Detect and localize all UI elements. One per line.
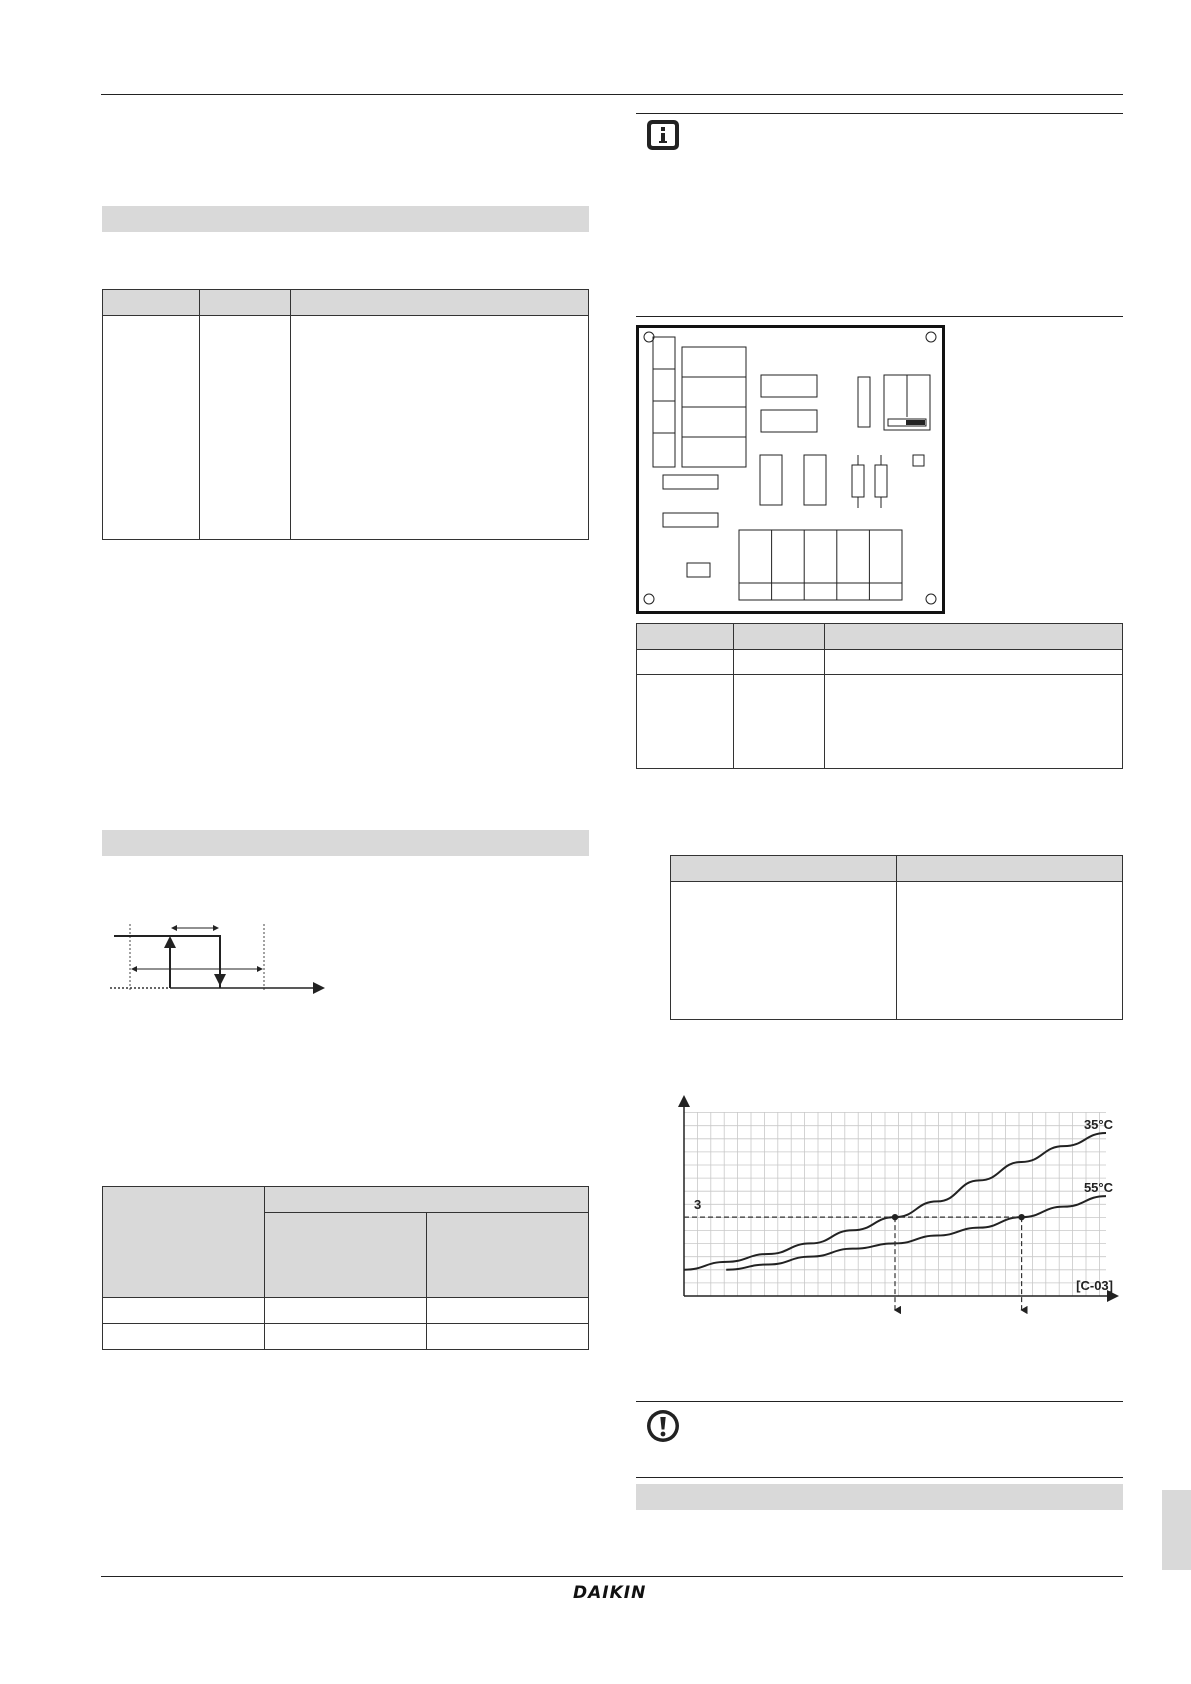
table-4-header-row xyxy=(671,856,1123,882)
table-row xyxy=(671,882,1123,1020)
table-1-row xyxy=(103,316,589,540)
info-icon xyxy=(646,119,680,151)
daikin-logo: DAIKIN xyxy=(573,1583,647,1603)
table-row xyxy=(637,675,1123,769)
header-rule xyxy=(101,94,1123,95)
table-4 xyxy=(670,855,1123,1020)
table-1-header-row xyxy=(103,290,589,316)
table-row xyxy=(637,650,1123,675)
intersection-point-1 xyxy=(892,1214,898,1220)
table-3-header-row xyxy=(637,624,1123,650)
section-band-2 xyxy=(102,830,589,856)
section-band-1 xyxy=(102,206,589,232)
table-3 xyxy=(636,623,1123,769)
exclamation-warning-icon xyxy=(646,1409,680,1443)
x-axis-label: [C-03] xyxy=(1076,1278,1113,1293)
table-2 xyxy=(102,1186,589,1350)
intersection-point-2 xyxy=(1018,1214,1024,1220)
info-box-top-rule xyxy=(636,113,1123,114)
table-2-header-row xyxy=(103,1187,589,1213)
warning-box-bottom-rule xyxy=(636,1477,1123,1478)
pcb-diagram xyxy=(636,325,946,615)
section-band-3 xyxy=(636,1484,1123,1510)
chapter-tab-marker xyxy=(1162,1490,1191,1570)
line-chart xyxy=(636,1090,1126,1320)
y-marker-label: 3 xyxy=(694,1197,702,1212)
footer-rule xyxy=(101,1576,1123,1577)
series-label-55: 55°C xyxy=(1083,1180,1113,1195)
table-row xyxy=(103,1298,589,1324)
series-line-2 xyxy=(726,1196,1106,1270)
table-row xyxy=(103,1324,589,1350)
hysteresis-diagram xyxy=(100,918,340,998)
warning-box-top-rule xyxy=(636,1401,1123,1402)
series-label-35: 35°C xyxy=(1083,1117,1113,1132)
table-1 xyxy=(102,289,589,540)
info-box-bottom-rule xyxy=(636,316,1123,317)
